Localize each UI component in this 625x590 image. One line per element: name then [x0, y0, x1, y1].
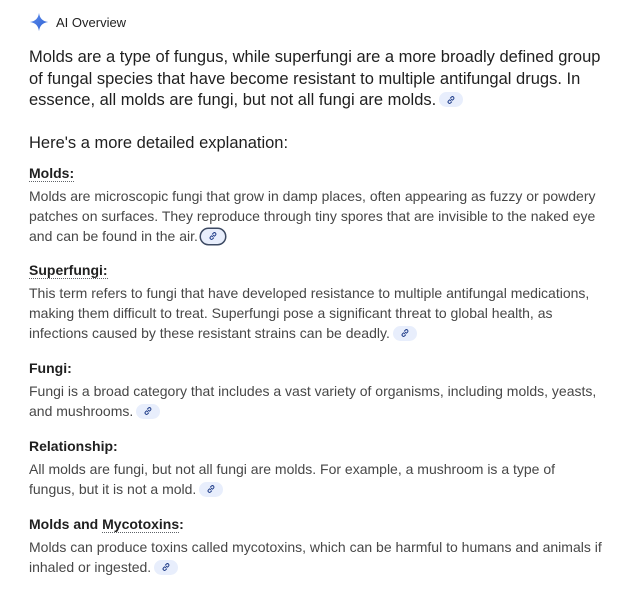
- section-body-text: This term refers to fungi that have developed resistance to multiple antifungal medications, making them difficult to treat. Superfungi pose a significant threat to global health, as infections caused by these resistant strains can be deadly.: [29, 285, 590, 341]
- source-link-button[interactable]: [393, 326, 417, 341]
- link-icon: [161, 562, 171, 572]
- section-title-link[interactable]: Superfungi:: [29, 262, 108, 278]
- section-relationship: [29, 437, 604, 499]
- intro-paragraph: [29, 47, 604, 112]
- section-molds: [29, 164, 604, 246]
- section-body-text: Fungi is a broad category that includes a vast variety of organisms, including molds, yeasts, and mushrooms.: [29, 383, 597, 419]
- link-icon: [446, 95, 456, 105]
- section-superfungi: [29, 261, 604, 343]
- section-title: Relationship:: [29, 438, 118, 454]
- ai-overview-title: AI Overview: [56, 14, 127, 30]
- section-title: [29, 515, 604, 533]
- source-link-button[interactable]: [154, 560, 178, 575]
- sparkle-icon: [29, 12, 49, 32]
- section-title-colon: :: [179, 516, 184, 532]
- section-body: [29, 186, 604, 246]
- link-icon: [206, 484, 216, 494]
- section-body-text: All molds are fungi, but not all fungi are molds. For example, a mushroom is a type of fungus, but it is not a mold.: [29, 461, 556, 497]
- intro-text: Molds are a type of fungus, while superfungi are a more broadly defined group of fungal species that have become resistant to multiple antifungal drugs. In essence, all molds are fungi, but not all fungi are molds.: [29, 48, 601, 109]
- link-icon: [143, 406, 153, 416]
- section-title: [29, 261, 604, 279]
- section-title: Fungi:: [29, 360, 72, 376]
- section-fungi: [29, 359, 604, 421]
- link-icon: [208, 231, 218, 241]
- section-molds-and-mycotoxins: [29, 515, 604, 577]
- link-icon: [400, 328, 410, 338]
- section-body: [29, 381, 604, 421]
- source-link-button[interactable]: [439, 92, 463, 107]
- lead-text: Here's a more detailed explanation:: [29, 134, 289, 152]
- section-body: [29, 283, 604, 343]
- section-title: [29, 164, 604, 182]
- section-body-text: Molds can produce toxins called mycotoxins, which can be harmful to humans and animals if inhaled or ingested.: [29, 539, 602, 575]
- source-link-button[interactable]: [199, 482, 223, 497]
- source-link-button[interactable]: [136, 404, 160, 419]
- section-title-link[interactable]: Molds:: [29, 165, 75, 181]
- ai-overview-header: [29, 12, 126, 32]
- section-title-text: Molds and: [29, 516, 103, 532]
- section-body-text: Molds are microscopic fungi that grow in damp places, often appearing as fuzzy or powdery patches on surfaces. They reproduce through tiny spores that are invisible to the naked eye and can be found in the air.: [29, 188, 596, 244]
- section-body: [29, 537, 604, 577]
- source-link-button[interactable]: [201, 229, 225, 244]
- section-body: [29, 459, 604, 499]
- mycotoxins-link[interactable]: Mycotoxins: [102, 516, 180, 532]
